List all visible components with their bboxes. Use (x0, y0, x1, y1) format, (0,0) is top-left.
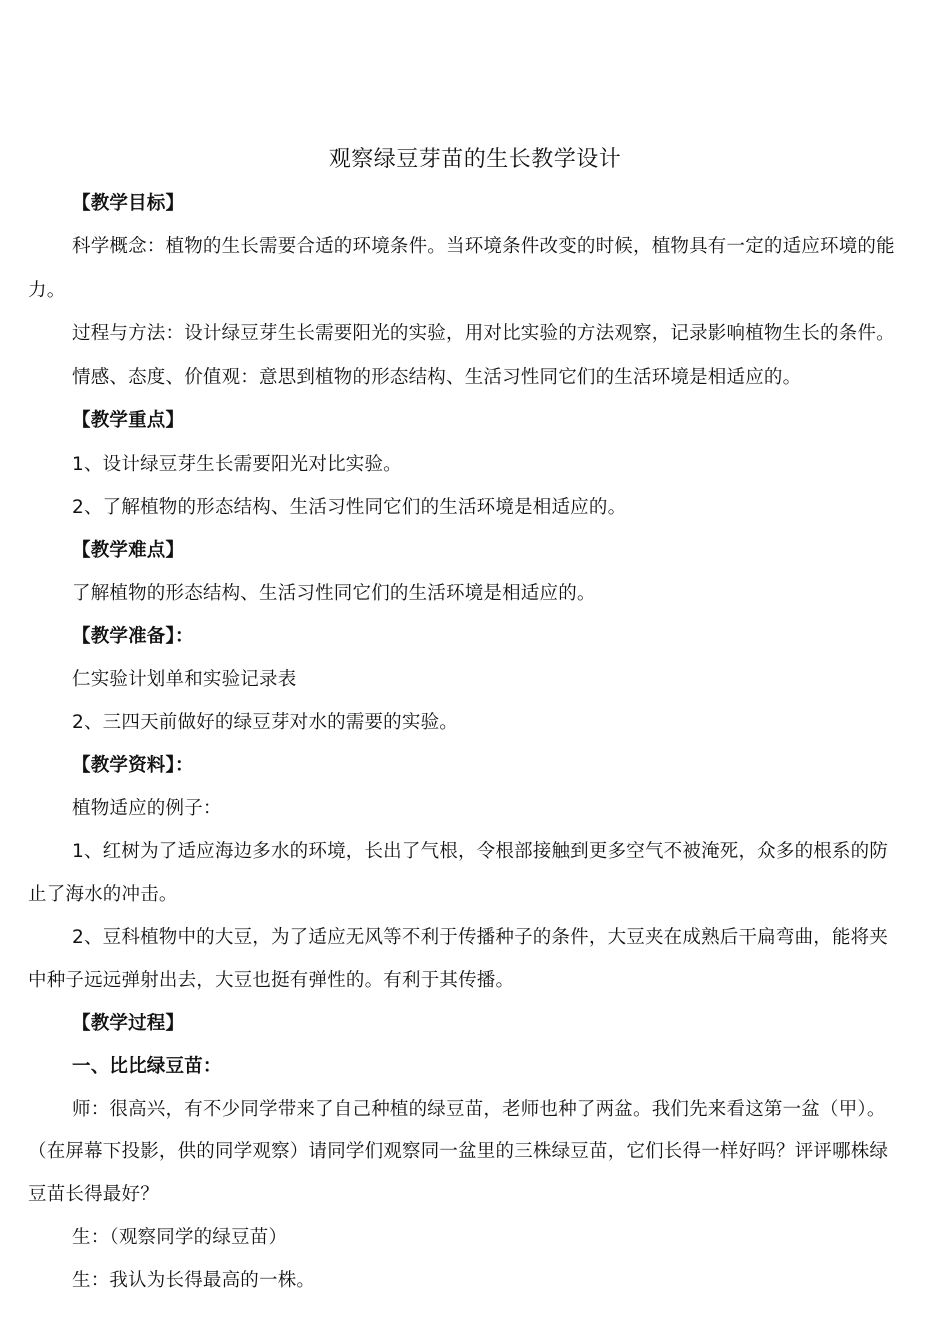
preparation-heading: 【教学准备】： (72, 626, 194, 647)
student-line-2: 生：我认为长得最高的一株。 (72, 1270, 316, 1291)
objectives-heading: 【教学目标】 (72, 193, 185, 214)
objectives-concept-line-2: 力。 (28, 280, 66, 301)
key-points-item-1: 1、设计绿豆芽生长需要阳光对比实验。 (72, 454, 402, 475)
materials-example-1-line-2: 止了海水的冲击。 (28, 884, 178, 905)
preparation-item-1: 仁实验计划单和实验记录表 (72, 669, 297, 690)
materials-intro: 植物适应的例子： (72, 798, 222, 819)
preparation-item-2: 2、三四天前做好的绿豆芽对水的需要的实验。 (72, 712, 458, 733)
process-heading: 【教学过程】 (72, 1013, 185, 1034)
objectives-emotion: 情感、态度、价值观：意思到植物的形态结构、生活习性同它们的生活环境是相适应的。 (72, 367, 802, 388)
materials-example-1-line-1: 1、红树为了适应海边多水的环境，长出了气根，令根部接触到更多空气不被淹死，众多的根系的防 (72, 841, 889, 862)
objectives-process: 过程与方法：设计绿豆芽生长需要阳光的实验，用对比实验的方法观察，记录影响植物生长的条件。 (72, 323, 895, 344)
process-subheading-1: 一、比比绿豆苗： (72, 1056, 222, 1077)
teacher-line-1: 师：很高兴，有不少同学带来了自己种植的绿豆苗，老师也种了两盆。我们先来看这第一盆（甲）。 (72, 1099, 886, 1120)
student-line-1: 生：（观察同学的绿豆苗） (72, 1227, 288, 1248)
materials-heading: 【教学资料】： (72, 755, 194, 776)
key-points-item-2: 2、了解植物的形态结构、生活习性同它们的生活环境是相适应的。 (72, 497, 627, 518)
objectives-concept-line-1: 科学概念：植物的生长需要合适的环境条件。当环境条件改变的时候，植物具有一定的适应环境的能 (72, 236, 895, 257)
teacher-line-3: 豆苗长得最好？ (28, 1184, 159, 1205)
difficulties-text: 了解植物的形态结构、生活习性同它们的生活环境是相适应的。 (72, 583, 596, 604)
teacher-line-2: （在屏幕下投影，供的同学观察）请同学们观察同一盆里的三株绿豆苗，它们长得一样好吗？评评哪株绿 (28, 1141, 889, 1162)
difficulties-heading: 【教学难点】 (72, 540, 185, 561)
key-points-heading: 【教学重点】 (72, 410, 185, 431)
materials-example-2-line-2: 中种子远远弹射出去，大豆也挺有弹性的。有利于其传播。 (28, 970, 515, 991)
materials-example-2-line-1: 2、豆科植物中的大豆，为了适应无风等不利于传播种子的条件，大豆夹在成熟后干扁弯曲，能将夹 (72, 927, 889, 948)
document-title: 观察绿豆芽苗的生长教学设计 (328, 147, 622, 172)
